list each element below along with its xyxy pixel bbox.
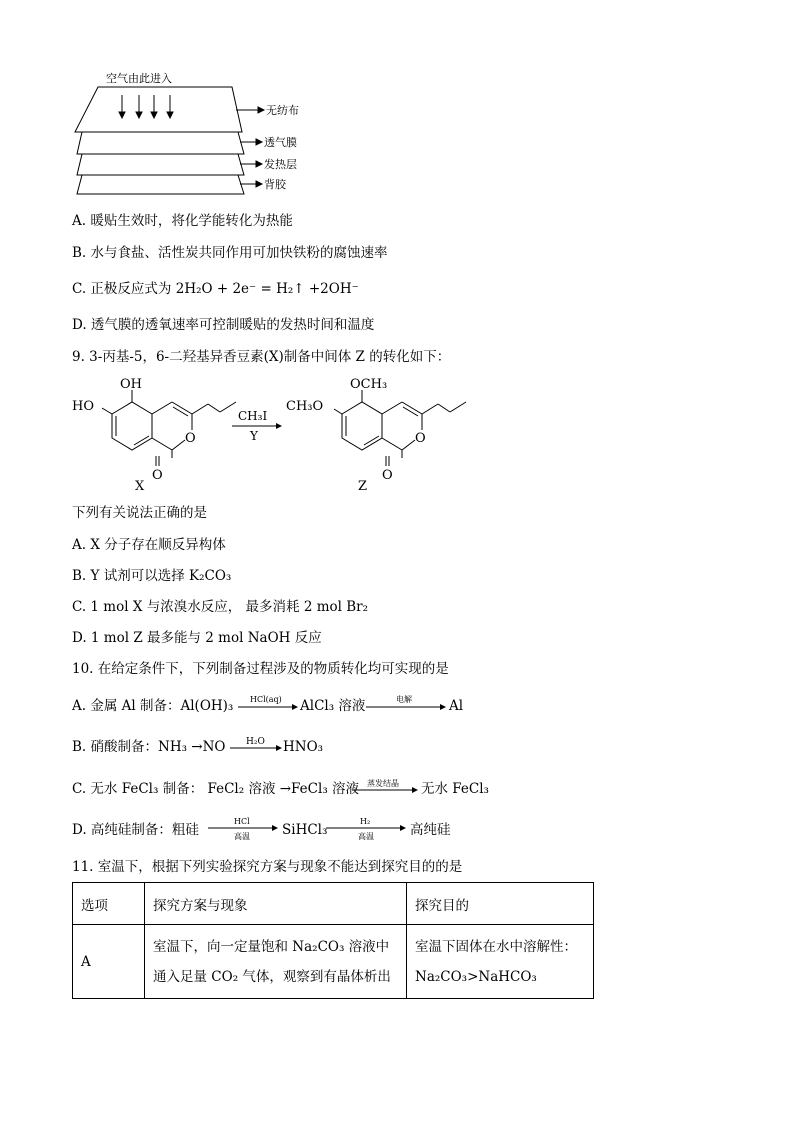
reagent-bottom: Y <box>250 429 258 443</box>
table-header-row <box>73 883 594 925</box>
q10-b-arrow <box>228 735 284 757</box>
q10-option-d: D. 高纯硅制备：粗硅 <box>72 822 199 838</box>
row-a-goal-line1: 室温下固体在水中溶解性： <box>415 938 577 955</box>
molecule-x <box>102 390 236 466</box>
q10-option-c: C. 无水 FeCl₃ 制备： FeCl₂ 溶液 →FeCl₃ 溶液 <box>72 781 360 797</box>
q10-c-arrow <box>350 777 420 799</box>
layer-label-heat: 发热层 <box>264 158 297 171</box>
q9-option-a: A. X 分子存在顺反异构体 <box>72 537 226 553</box>
q10-d-arrow1 <box>206 814 280 842</box>
layer-label-membrane: 透气膜 <box>264 136 297 149</box>
z-och3-top: OCH₃ <box>350 377 388 392</box>
reaction-scheme <box>70 374 490 496</box>
q9-option-c: C. 1 mol X 与浓溴水反应， 最多消耗 2 mol Br₂ <box>72 599 369 615</box>
q9-prompt: 下列有关说法正确的是 <box>72 505 207 521</box>
q10-b-end: HNO₃ <box>283 739 324 755</box>
table-row <box>73 925 594 999</box>
layer-label-nonwoven: 无纺布 <box>266 104 299 117</box>
q10-a-end: Al <box>449 698 464 714</box>
header-goal: 探究目的 <box>407 883 594 925</box>
q8-option-a: A. 暖贴生效时，将化学能转化为热能 <box>72 213 293 229</box>
q10-a-cond1: HCl(aq) <box>250 695 282 704</box>
q9-option-b: B. Y 试剂可以选择 K₂CO₃ <box>72 568 232 584</box>
q11-table <box>72 882 594 999</box>
x-label: X <box>135 479 145 494</box>
q8-option-c <box>72 280 359 298</box>
q10-b-cond: H₂O <box>246 737 265 747</box>
q8-option-c-equation: 2H₂O + 2e⁻ = H₂↑ +2OH⁻ <box>175 281 359 297</box>
header-plan: 探究方案与现象 <box>145 883 407 925</box>
z-label: Z <box>358 479 368 494</box>
q10-d-cond1-top: HCl <box>234 817 250 826</box>
q10-d-cond2-bottom: 高温 <box>358 832 374 841</box>
z-carbonyl-o: O <box>382 468 393 483</box>
row-a-option: A <box>73 925 145 999</box>
x-oh-top: OH <box>120 377 142 392</box>
z-ch3o-left: CH₃O <box>286 399 324 414</box>
layer-label-adhesive: 背胶 <box>264 178 286 191</box>
row-a-plan-line2: 通入足量 CO₂ 气体，观察到有晶体析出 <box>153 968 391 985</box>
q9-option-d: D. 1 mol Z 最多能与 2 mol NaOH 反应 <box>72 630 322 646</box>
z-ring-o: O <box>415 431 426 446</box>
row-a-plan <box>145 925 407 999</box>
q10-a-arrow2 <box>364 694 448 716</box>
q8-option-d: D. 透气膜的透氧速率可控制暖贴的发热时间和温度 <box>72 317 375 333</box>
reagent-top: CH₃I <box>238 409 268 423</box>
q8-option-c-prefix: C. 正极反应式为 <box>72 281 172 297</box>
layer-membrane <box>77 132 244 154</box>
header-option: 选项 <box>73 883 145 925</box>
warmer-layers-diagram <box>60 62 320 200</box>
q10-a-cond2: 电解 <box>396 695 412 704</box>
q10-c-end: 无水 FeCl₃ <box>421 781 489 797</box>
q10-d-cond1-bottom: 高温 <box>234 832 250 841</box>
q9-stem: 9. 3-丙基-5，6-二羟基异香豆素(X)制备中间体 Z 的转化如下： <box>72 349 451 365</box>
q10-option-a <box>72 697 233 715</box>
q11-stem: 11. 室温下，根据下列实验探究方案与现象不能达到探究目的的是 <box>72 859 463 875</box>
row-a-goal <box>407 925 594 999</box>
q10-stem: 10. 在给定条件下，下列制备过程涉及的物质转化均可实现的是 <box>72 661 449 677</box>
layer-nonwoven <box>75 87 242 132</box>
x-ho-left: HO <box>72 399 94 414</box>
q10-c-cond: 蒸发结晶 <box>367 779 399 788</box>
q10-d-end: 高纯硅 <box>410 822 451 838</box>
q8-option-b: B. 水与食盐、活性炭共同作用可加快铁粉的腐蚀速率 <box>72 245 388 261</box>
q10-a-mid: AlCl₃ 溶液 <box>300 698 366 714</box>
row-a-plan-line1: 室温下，向一定量饱和 Na₂CO₃ 溶液中 <box>153 938 390 955</box>
x-ring-o: O <box>185 431 196 446</box>
molecule-z <box>334 390 466 466</box>
air-entry-label: 空气由此进入 <box>106 72 172 85</box>
q10-option-b: B. 硝酸制备：NH₃ →NO <box>72 739 226 755</box>
x-carbonyl-o: O <box>152 468 163 483</box>
q10-d-mid: SiHCl₃ <box>282 822 328 838</box>
layer-adhesive <box>77 175 244 194</box>
q10-d-arrow2 <box>324 814 408 842</box>
row-a-goal-line2: Na₂CO₃>NaHCO₃ <box>415 968 537 985</box>
layer-heat <box>77 154 244 175</box>
q10-d-cond2-top: H₂ <box>360 817 371 826</box>
q10-a-arrow1 <box>236 694 300 716</box>
q10-a-prefix: A. 金属 Al 制备：Al(OH)₃ <box>72 698 234 714</box>
